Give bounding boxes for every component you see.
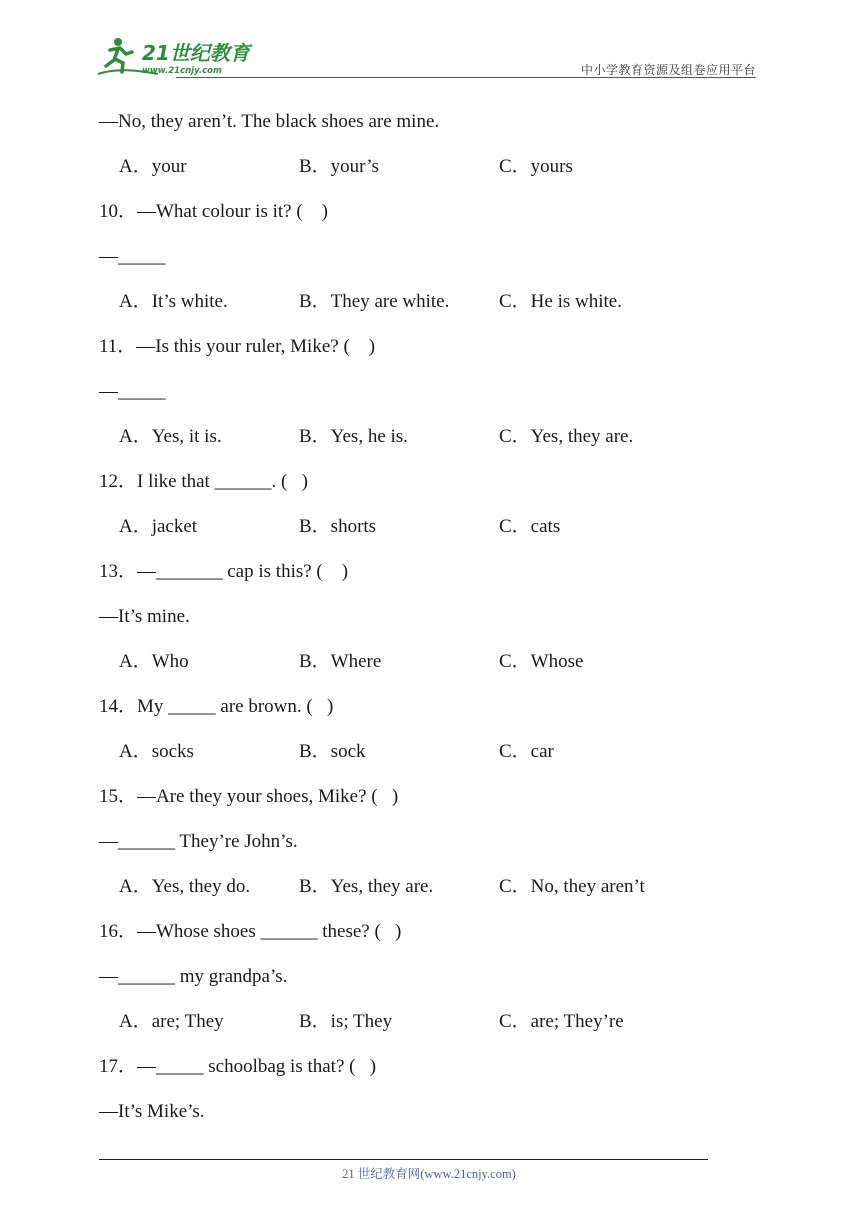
response-line: —______ my grandpa’s. [99, 966, 288, 987]
question-line: 12．I like that ______. ( ) [99, 471, 308, 492]
question-line: —No, they aren’t. The black shoes are mine. [99, 111, 440, 132]
option-a: A．your [119, 156, 187, 177]
footer-source-link[interactable]: 21 世纪教育网(www.21cnjy.com) [342, 1167, 516, 1181]
runner-logo-icon [96, 34, 266, 78]
option-b: B．sock [299, 741, 366, 762]
option-b: B．Yes, they are. [299, 876, 434, 897]
question-line: 15．—Are they your shoes, Mike? ( ) [99, 786, 399, 807]
logo-text: 21世纪教育 [142, 41, 250, 65]
option-b: B．your’s [299, 156, 379, 177]
option-c: C．He is white. [499, 291, 622, 312]
option-a: A．jacket [119, 516, 198, 537]
answer-options [99, 647, 739, 692]
footer-divider [99, 1159, 708, 1160]
option-b: B．shorts [299, 516, 377, 537]
option-b: B．They are white. [299, 291, 450, 312]
response-line: —______ They’re John’s. [99, 831, 298, 852]
question-line: 16．—Whose shoes ______ these? ( ) [99, 921, 402, 942]
response-line: —It’s Mike’s. [99, 1101, 205, 1122]
option-b: B．is; They [299, 1011, 393, 1032]
option-c: C．Yes, they are. [499, 426, 634, 447]
answer-blank-line: —_____ [99, 246, 166, 267]
answer-options [99, 512, 739, 557]
option-a: A．It’s white. [119, 291, 228, 312]
answer-options [99, 737, 739, 782]
question-line: 14．My _____ are brown. ( ) [99, 696, 334, 717]
site-logo [96, 34, 266, 78]
logo-url: www.21cnjy.com [142, 66, 222, 76]
option-c: C．cats [499, 516, 561, 537]
answer-blank-line: —_____ [99, 381, 166, 402]
page-header [96, 34, 756, 78]
question-line: 10．—What colour is it? ( ) [99, 201, 329, 222]
option-a: A．Yes, it is. [119, 426, 222, 447]
question-line: 13．—_______ cap is this? ( ) [99, 561, 349, 582]
option-a: A．are; They [119, 1011, 224, 1032]
answer-options [99, 152, 739, 197]
platform-tagline: 中小学教育资源及组卷应用平台 [580, 63, 756, 77]
answer-options [99, 1007, 739, 1052]
option-c: C．car [499, 741, 554, 762]
option-c: C．are; They’re [499, 1011, 624, 1032]
option-a: A．Who [119, 651, 189, 672]
question-line: 17．—_____ schoolbag is that? ( ) [99, 1056, 377, 1077]
option-c: C．yours [499, 156, 573, 177]
question-line: 11．—Is this your ruler, Mike? ( ) [99, 336, 376, 357]
answer-options [99, 422, 739, 467]
option-b: B．Where [299, 651, 382, 672]
option-b: B．Yes, he is. [299, 426, 408, 447]
answer-options [99, 872, 739, 917]
response-line: —It’s mine. [99, 606, 190, 627]
header-divider [176, 77, 756, 78]
option-c: C．No, they aren’t [499, 876, 645, 897]
option-a: A．socks [119, 741, 194, 762]
option-a: A．Yes, they do. [119, 876, 251, 897]
worksheet-content [99, 107, 739, 1142]
answer-options [99, 287, 739, 332]
option-c: C．Whose [499, 651, 584, 672]
